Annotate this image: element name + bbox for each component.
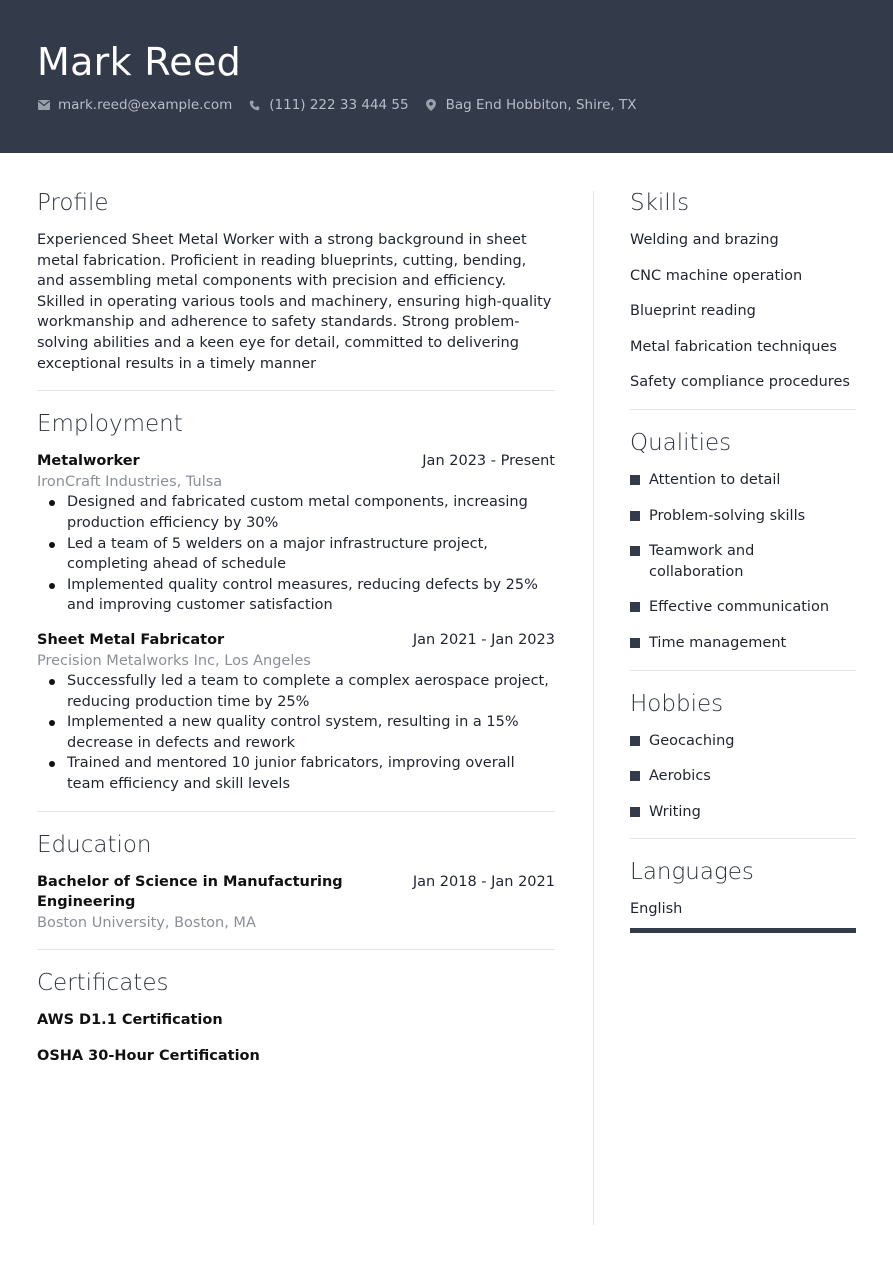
- section-divider: [37, 390, 555, 391]
- section-title: Certificates: [37, 970, 169, 997]
- section-divider: [630, 838, 856, 839]
- school-name: Boston University, Boston, MA: [37, 914, 256, 931]
- job-employer: IronCraft Industries, Tulsa: [37, 473, 223, 490]
- skill-item: CNC machine operation: [630, 267, 803, 284]
- hobbies-section: [630, 687, 856, 823]
- job-date: Jan 2023 - Present: [422, 453, 555, 470]
- bullet-icon: [49, 761, 55, 767]
- resume-header: [0, 0, 893, 153]
- square-bullet-icon: [630, 546, 640, 556]
- contact-address: [425, 95, 637, 115]
- list-item: [37, 753, 555, 794]
- quality-text: Effective communication: [649, 599, 830, 616]
- bullet-icon: [49, 583, 55, 589]
- job-date: Jan 2021 - Jan 2023: [412, 631, 555, 648]
- employment-section: [37, 407, 555, 795]
- section-divider: [630, 409, 856, 410]
- section-divider: [37, 811, 555, 812]
- column-divider: [593, 191, 594, 1225]
- certificate-item: AWS D1.1 Certification: [37, 1012, 223, 1029]
- bullet-icon: [49, 679, 55, 685]
- bullet-text: Implemented quality control measures, reducing defects by 25% and improving customer satisfaction: [67, 576, 538, 614]
- language-level-fill: [630, 928, 856, 933]
- job-entry: [37, 630, 555, 795]
- contact-phone: [248, 95, 408, 115]
- skill-item: Blueprint reading: [630, 303, 756, 320]
- section-title: Languages: [630, 859, 754, 886]
- qualities-section: [630, 426, 856, 654]
- list-item: [630, 766, 856, 787]
- bullet-icon: [49, 542, 55, 548]
- hobby-text: Writing: [649, 803, 701, 820]
- quality-text: Teamwork and collaboration: [649, 543, 755, 580]
- square-bullet-icon: [630, 602, 640, 612]
- hobby-text: Aerobics: [649, 768, 711, 785]
- list-item: [630, 731, 856, 752]
- bullet-text: Implemented a new quality control system, resulting in a 15% decrease in defects and rework: [67, 714, 519, 751]
- section-title: Profile: [37, 190, 109, 216]
- quality-text: Time management: [649, 634, 787, 651]
- candidate-name: Mark Reed: [37, 40, 242, 84]
- job-bullets: [37, 671, 555, 795]
- job-title: Metalworker: [37, 453, 140, 470]
- list-item: [630, 802, 856, 823]
- bullet-text: Trained and mentored 10 junior fabricators, improving overall team efficiency and skill levels: [67, 755, 515, 793]
- bullet-text: Led a team of 5 welders on a major infrastructure project, completing ahead of schedule: [67, 535, 488, 573]
- profile-section: [37, 186, 555, 374]
- skills-section: [630, 186, 856, 393]
- location-pin-icon: [425, 99, 438, 112]
- job-title: Sheet Metal Fabricator: [37, 631, 225, 648]
- bullet-icon: [49, 500, 55, 506]
- list-item: [630, 633, 856, 654]
- list-item: [630, 597, 856, 618]
- language-level-bar: [630, 928, 856, 933]
- section-title: Skills: [630, 190, 690, 216]
- list-item: [37, 575, 555, 616]
- quality-text: Problem-solving skills: [649, 507, 806, 524]
- profile-summary: Experienced Sheet Metal Worker with a strong background in sheet metal fabrication. Proficient in reading blueprints, cutting, bending, and assembling metal components with precision and efficiency. Skilled in operating various tools and machinery, ensuring high-quality workmanship and adherence to safety standards. Strong problem-solving abilities and a keen eye for detail, committed to delivering exceptional results in a timely manner: [37, 232, 552, 372]
- job-entry: [37, 451, 555, 616]
- languages-section: [630, 855, 856, 933]
- education-section: [37, 828, 555, 934]
- square-bullet-icon: [630, 807, 640, 817]
- education-entry: [37, 872, 555, 934]
- certificates-section: [37, 966, 555, 1066]
- list-item: [630, 541, 856, 582]
- job-employer: Precision Metalworks Inc, Los Angeles: [37, 652, 311, 669]
- bullet-text: Designed and fabricated custom metal components, increasing production efficiency by 30%: [67, 494, 528, 531]
- list-item: [37, 671, 555, 712]
- list-item: [37, 712, 555, 753]
- address-text: Bag End Hobbiton, Shire, TX: [445, 97, 637, 113]
- contact-info: [37, 95, 652, 115]
- hobby-text: Geocaching: [649, 732, 735, 749]
- quality-text: Attention to detail: [649, 471, 781, 488]
- bullet-icon: [49, 720, 55, 726]
- section-title: Qualities: [630, 429, 732, 456]
- job-bullets: [37, 492, 555, 616]
- skill-item: Metal fabrication techniques: [630, 338, 837, 355]
- degree-title: Bachelor of Science in Manufacturing Engineering: [37, 873, 343, 911]
- language-name: English: [630, 901, 683, 918]
- square-bullet-icon: [630, 475, 640, 485]
- square-bullet-icon: [630, 771, 640, 781]
- section-title: Hobbies: [630, 690, 724, 717]
- main-column: [37, 186, 555, 1082]
- list-item: [630, 506, 856, 527]
- certificate-item: OSHA 30-Hour Certification: [37, 1048, 260, 1065]
- skill-item: Welding and brazing: [630, 232, 779, 248]
- education-date: Jan 2018 - Jan 2021: [412, 873, 555, 890]
- section-divider: [37, 949, 555, 950]
- square-bullet-icon: [630, 736, 640, 746]
- list-item: [630, 470, 856, 491]
- mail-icon: [37, 99, 50, 112]
- sidebar-column: [630, 186, 856, 933]
- email-text: mark.reed@example.com: [58, 97, 233, 113]
- bullet-text: Successfully led a team to complete a complex aerospace project, reducing production time by 25%: [67, 673, 549, 710]
- square-bullet-icon: [630, 638, 640, 648]
- section-title: Employment: [37, 411, 183, 438]
- list-item: [37, 534, 555, 575]
- list-item: [37, 492, 555, 533]
- section-divider: [630, 670, 856, 671]
- section-title: Education: [37, 831, 152, 858]
- phone-text: (111) 222 33 444 55: [269, 97, 409, 113]
- skill-item: Safety compliance procedures: [630, 374, 850, 391]
- contact-email: [37, 95, 232, 115]
- phone-icon: [248, 99, 261, 112]
- square-bullet-icon: [630, 511, 640, 521]
